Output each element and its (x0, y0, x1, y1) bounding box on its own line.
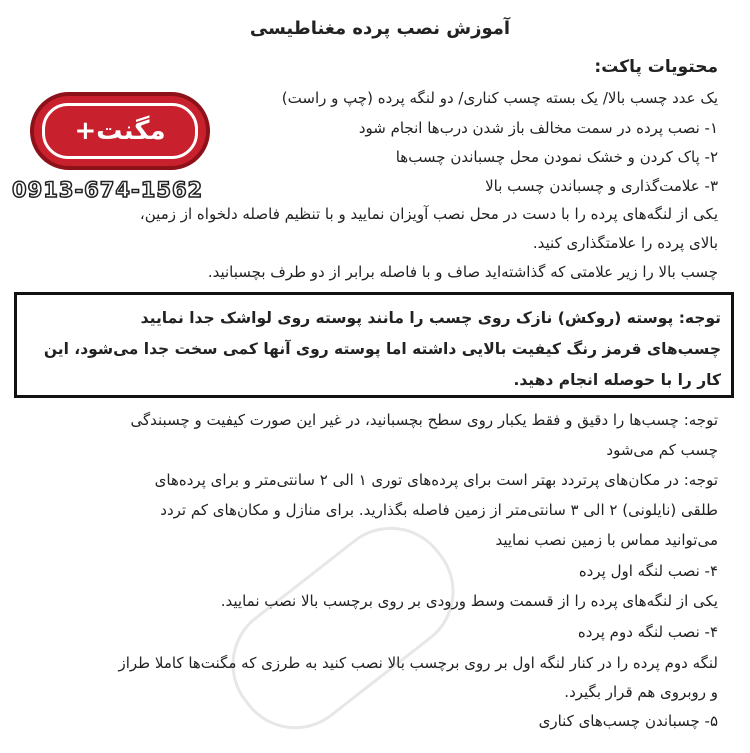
text-line: چسب بالا را زیر علامتی که گذاشته‌اید صاف و با فاصله برابر از دو طرف بچسبانید. (207, 263, 718, 281)
warning-line: چسب‌های قرمز رنگ کیفیت بالایی داشته اما پوسته روی آنها کمی سخت جدا می‌شود، این (43, 340, 721, 358)
step-5: ۵- چسباندن چسب‌های کناری (538, 712, 718, 730)
text-line: یک عدد چسب بالا/ یک بسته چسب کناری/ دو لنگه پرده (چپ و راست) (281, 89, 718, 107)
step-2: ۲- پاک کردن و خشک نمودن محل چسباندن چسب‌ها (395, 148, 718, 166)
warning-line: کار را با حوصله انجام دهید. (513, 371, 721, 389)
contents-heading: محتویات پاکت: (594, 57, 718, 77)
logo-text: مگنت+ (42, 103, 198, 159)
text-line: یکی از لنگه‌های پرده را از قسمت وسط ورودی بر روی برچسب بالا نصب نمایید. (220, 592, 718, 610)
text-line: لنگه دوم پرده را در کنار لنگه اول بر روی برچسب بالا نصب کنید به طرزی که مگنت‌ها کاملا طراز (118, 654, 718, 672)
step-1: ۱- نصب پرده در سمت مخالف باز شدن درب‌ها انجام شود (358, 119, 718, 137)
page-title: آموزش نصب پرده مغناطیسی (249, 18, 511, 39)
note-line: طلقی (نایلونی) ۲ الی ۳ سانتی‌متر از زمین فاصله بگذارید. برای منازل و مکان‌های کم تردد (160, 501, 718, 519)
watermark-logo (207, 503, 478, 753)
note-line: توجه: در مکان‌های پرتردد بهتر است برای پرده‌های توری ۱ الی ۲ سانتی‌متر و برای پرده‌های (154, 471, 718, 489)
brand-logo (30, 92, 210, 170)
warning-box (14, 292, 734, 398)
note-line: می‌توانید مماس با زمین نصب نمایید (495, 531, 718, 549)
step-4b: ۴- نصب لنگه دوم پرده (577, 623, 718, 641)
note-line: چسب کم می‌شود (606, 441, 718, 459)
step-4a: ۴- نصب لنگه اول پرده (578, 562, 718, 580)
text-line: و روبروی هم قرار بگیرد. (564, 683, 718, 701)
text-line: یکی از لنگه‌های پرده را با دست در محل نصب آویزان نمایید و با تنظیم فاصله دلخواه از زمین، (139, 205, 718, 223)
text-line: بالای پرده را علامتگذاری کنید. (532, 234, 718, 252)
warning-line: توجه: پوسته (روکش) نازک روی چسب را مانند پوسته روی لواشک جدا نمایید (140, 309, 721, 327)
step-3: ۳- علامت‌گذاری و چسباندن چسب بالا (485, 177, 718, 195)
phone-number: 0913-674-1562 (12, 178, 204, 202)
note-line: توجه: چسب‌ها را دقیق و فقط یکبار روی سطح بچسبانید، در غیر این صورت کیفیت و چسبندگی (130, 411, 718, 429)
